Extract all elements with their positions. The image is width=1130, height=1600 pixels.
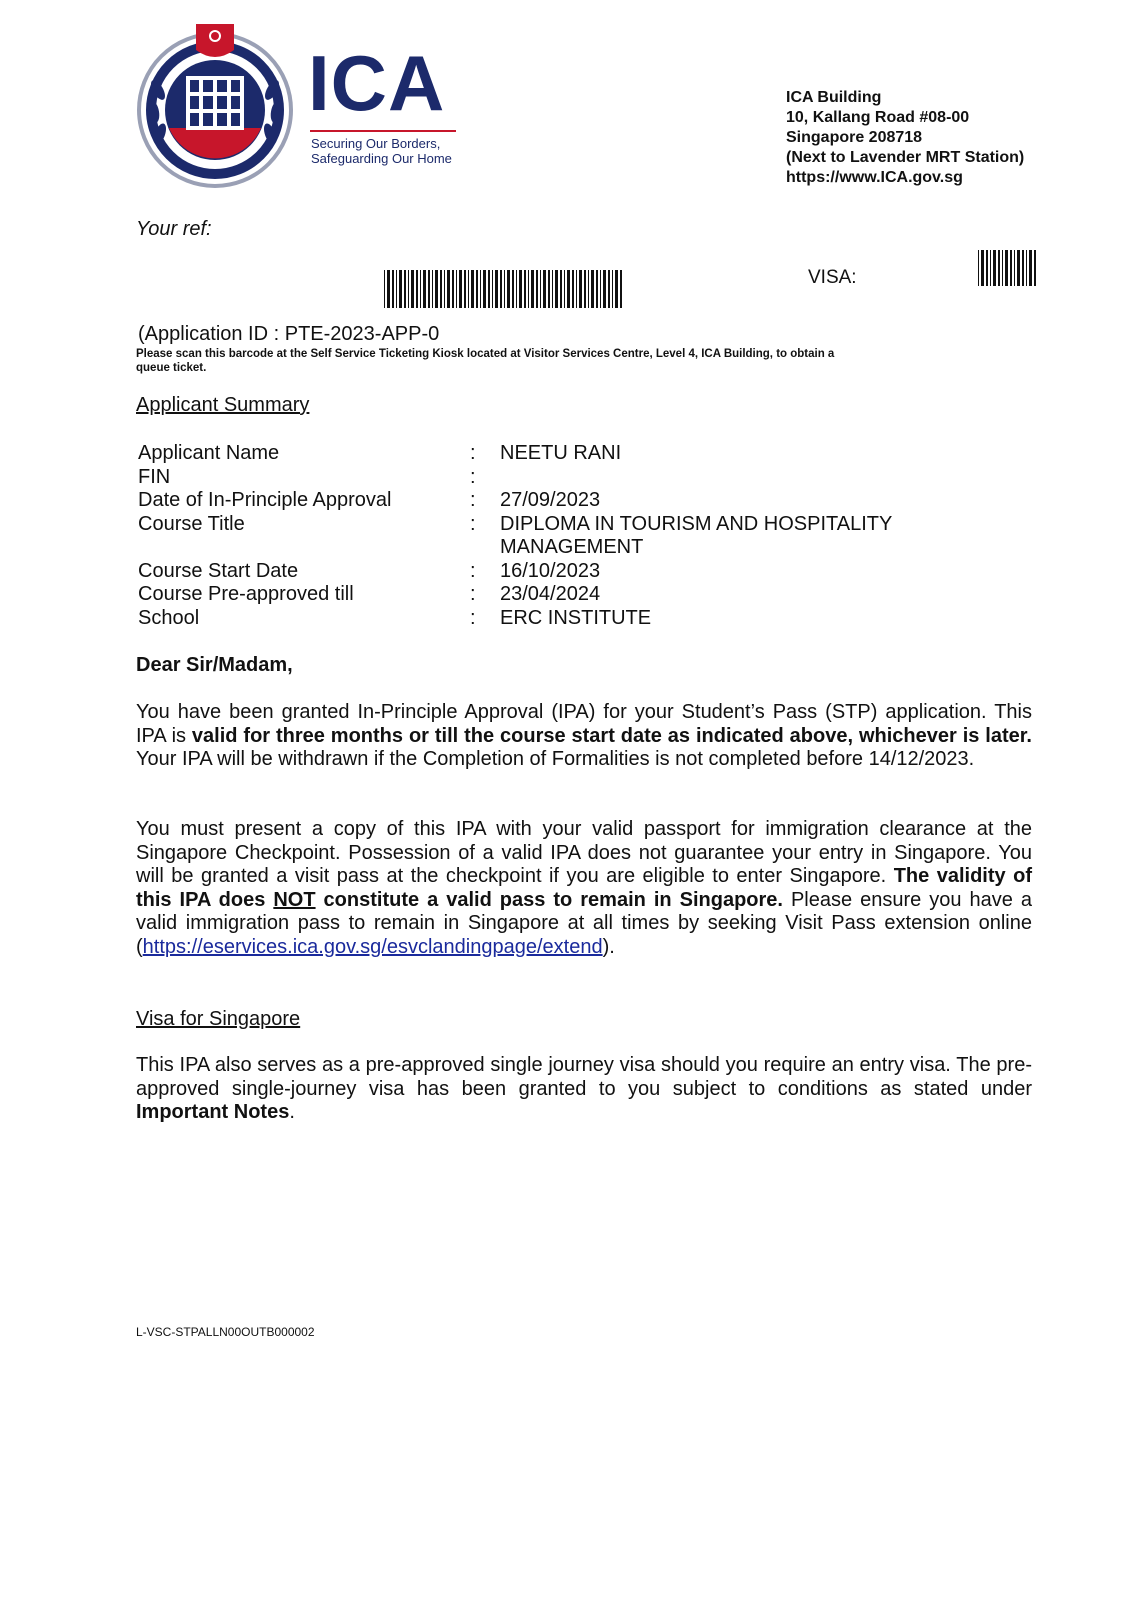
barcode-bar [392,270,394,308]
logo-tagline [311,136,452,166]
address-line-website: https://www.ICA.gov.sg [786,169,963,186]
barcode-bar [416,270,418,308]
summary-row-ipa-date [138,489,940,513]
para-text: You must present a copy of this IPA with your valid passport for immigration clearance at the Singapore Checkpoint. Possession of a valid IPA does not guarantee your entry in Singapore. You will be granted a visit pass at the checkpoint if you are eligible to enter Singapore. [136,818,1032,887]
summary-row-preapproved-till [138,583,940,607]
barcode-bar [986,250,988,286]
barcode-bar [1022,250,1024,286]
barcode-bar [512,270,514,308]
para-text: Please ensure you have a valid immigration pass to remain in Singapore at all times by seeking Visit Pass extension online ( [136,888,1032,958]
barcode-bar [588,270,589,308]
address-line: Singapore 208718 [786,129,923,146]
your-ref-label: Your ref: [136,218,212,240]
barcode-bar [998,250,1000,286]
barcode-bar [579,270,582,308]
barcode-bar [504,270,505,308]
immigration-clearance-paragraph [136,818,1032,959]
barcode-bar [612,270,613,308]
address-line: ICA Building [786,89,882,106]
summary-colon: : [470,465,476,488]
summary-value: NEETU RANI [500,442,622,464]
barcode-bar [384,270,385,308]
barcode-bar [488,270,490,308]
barcode-bar [495,270,498,308]
barcode-bar [404,270,406,308]
barcode-bar [1029,250,1032,286]
tagline-line-2: Safeguarding Our Home [311,151,452,166]
barcode-bar [408,270,409,308]
barcode-bar [440,270,442,308]
application-barcode [384,270,624,308]
summary-row-course-title [138,513,940,560]
barcode-bar [1005,250,1008,286]
document-code: L-VSC-STPALLN00OUTB000002 [136,1325,315,1339]
barcode-bar [1002,250,1003,286]
barcode-bar [435,270,438,308]
applicant-summary-table [138,442,940,630]
barcode-bar [591,270,594,308]
para-bold-text: The validity of this IPA does [136,865,1032,911]
barcode-bar [596,270,598,308]
visit-pass-extension-link[interactable]: https://eservices.ica.gov.sg/esvclandingpage/extend [142,935,603,958]
para-bold-text: valid for three months or till the course start date as indicated above, whichever is later. [191,724,1032,747]
applicant-summary-heading: Applicant Summary [136,394,310,416]
barcode-bar [543,270,546,308]
barcode-bar [528,270,529,308]
barcode-bar [468,270,469,308]
visa-label: VISA: [808,267,857,288]
barcode-bar [540,270,541,308]
summary-row-school [138,607,940,631]
barcode-bar [459,270,462,308]
para-text: This IPA also serves as a pre-approved single journey visa should you require an entry visa. The pre-approved single-journey visa has been granted to you subject to conditions as stated under [136,1054,1032,1100]
address-line: (Next to Lavender MRT Station) [786,149,1025,166]
summary-label: FIN [138,465,171,488]
ipa-granted-paragraph [136,701,1032,772]
summary-value: 16/10/2023 [500,559,601,582]
barcode-bar [608,270,610,308]
barcode-bar [1026,250,1027,286]
barcode-bar [531,270,534,308]
ica-address-block [786,88,1024,188]
barcode-bar [978,250,979,286]
barcode-bar [480,270,481,308]
barcode-scan-note: Please scan this barcode at the Self Service Ticketing Kiosk located at Visitor Services Centre, Level 4, ICA Building, to obtain a queue ticket. [136,348,835,374]
barcode-bar [483,270,486,308]
summary-colon: : [470,512,476,535]
visa-barcode [978,250,1040,286]
summary-colon: : [470,559,476,582]
logo-divider [310,130,456,132]
barcode-bar [536,270,538,308]
summary-label: Course Start Date [138,559,299,582]
barcode-bar [519,270,522,308]
barcode-bar [396,270,397,308]
barcode-bar [572,270,574,308]
barcode-bar [620,270,622,308]
barcode-bar [548,270,550,308]
summary-label: Date of In-Principle Approval [138,489,392,511]
barcode-bar [500,270,502,308]
summary-label: Course Title [138,512,245,535]
barcode-bar [603,270,606,308]
barcode-bar [444,270,445,308]
barcode-bar [1034,250,1036,286]
visa-paragraph [136,1054,1032,1125]
summary-label: Course Pre-approved till [138,583,354,605]
summary-value: 27/09/2023 [500,489,601,511]
barcode-bar [615,270,618,308]
barcode-bar [564,270,565,308]
barcode-bar [576,270,577,308]
barcode-bar [990,250,991,286]
summary-row-course-start [138,560,940,584]
barcode-bar [993,250,996,286]
barcode-bar [387,270,390,308]
summary-colon: : [470,489,476,511]
summary-row-applicant-name [138,442,940,466]
para-text: You have been granted In-Principle Approval (IPA) for your Student’s Pass (STP) application. This IPA is [136,701,1032,747]
barcode-bar [476,270,478,308]
barcode-bar [600,270,601,308]
tagline-line-1: Securing Our Borders, [311,136,441,151]
barcode-bar [411,270,414,308]
barcode-bar [447,270,450,308]
barcode-bar [428,270,430,308]
barcode-bar [981,250,984,286]
para-text: . [289,1101,295,1123]
barcode-bar [552,270,553,308]
para-bold-text: Important Notes [136,1101,290,1123]
greeting: Dear Sir/Madam, [136,654,293,676]
barcode-bar [507,270,510,308]
barcode-bar [555,270,558,308]
address-line: 10, Kallang Road #08-00 [786,109,970,126]
summary-label: Applicant Name [138,442,280,464]
summary-value [500,466,940,490]
ica-wordmark: ICA [308,39,446,127]
para-text: Your IPA will be withdrawn if the Completion of Formalities is not completed before 14/12/2023. [136,748,975,770]
barcode-bar [1017,250,1020,286]
barcode-bar [432,270,433,308]
barcode-bar [1014,250,1015,286]
barcode-bar [584,270,586,308]
visa-for-singapore-heading: Visa for Singapore [136,1008,301,1030]
summary-colon: : [470,442,476,464]
summary-colon: : [470,583,476,605]
barcode-bar [464,270,466,308]
summary-value: DIPLOMA IN TOURISM AND HOSPITALITY MANAGEMENT [500,512,892,558]
barcode-bar [452,270,454,308]
summary-colon: : [470,606,476,629]
application-id: (Application ID : PTE-2023-APP-0 [138,323,440,345]
para-text: ). [602,935,615,958]
summary-value: 23/04/2024 [500,583,601,605]
barcode-bar [423,270,426,308]
barcode-bar [399,270,402,308]
barcode-bar [524,270,526,308]
para-bold-text: constitute a valid pass to remain in Singapore. [315,888,783,911]
barcode-bar [471,270,474,308]
barcode-bar [492,270,493,308]
barcode-bar [567,270,570,308]
barcode-bar [1010,250,1012,286]
barcode-bar [516,270,517,308]
ica-seal-logo [136,20,294,188]
barcode-bar [420,270,421,308]
summary-row-fin [138,466,940,490]
para-bold-underlined-text: NOT [273,888,316,911]
barcode-bar [560,270,562,308]
summary-value: ERC INSTITUTE [500,606,652,629]
summary-label: School [138,606,200,629]
barcode-bar [456,270,457,308]
